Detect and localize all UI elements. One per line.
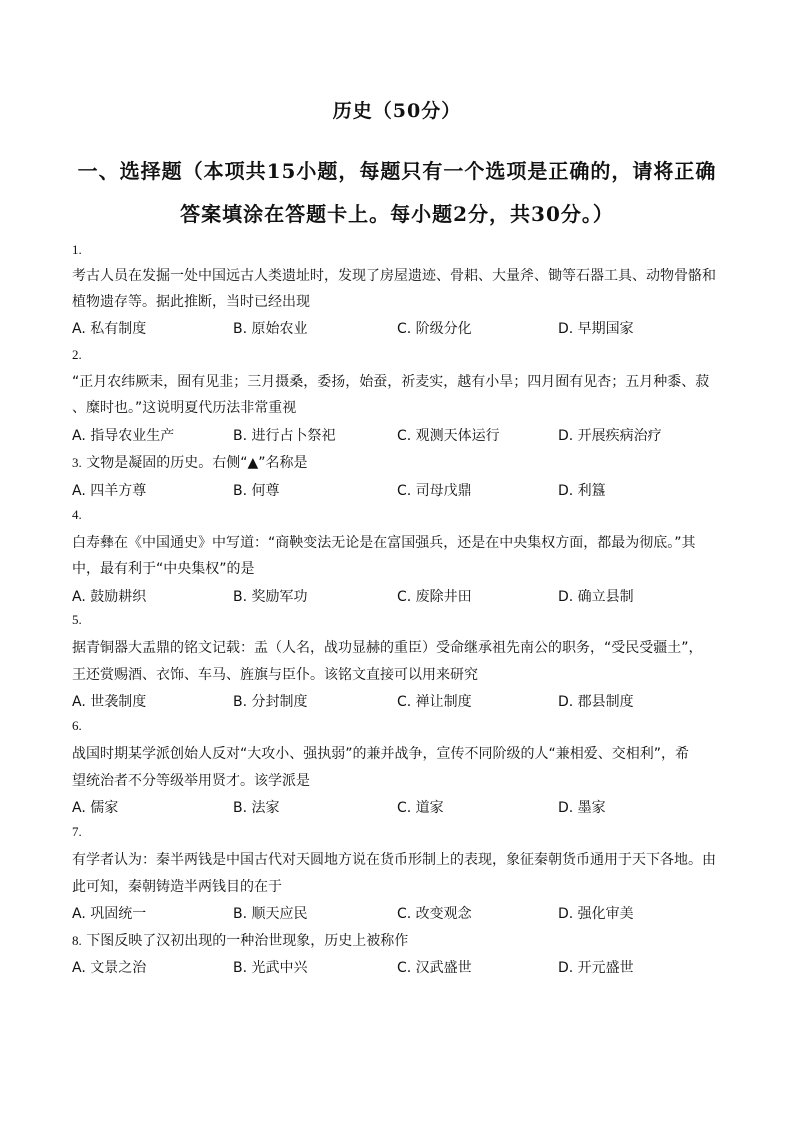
- option-d: D. 利簋: [558, 483, 606, 499]
- option-b: B. 分封制度: [233, 694, 308, 710]
- section-heading-line-2: 答案填涂在答题卡上。每小题2分，共30分。）: [180, 202, 614, 226]
- question-line: [72, 452, 722, 472]
- question-stem: 战国时期某学派创始人反对“大攻小、强执弱”的兼并战争，宣传不同阶级的人“兼相爱、交相利”，希: [72, 746, 690, 762]
- options-row: [72, 586, 722, 606]
- question-stem: “正月农纬厥耒，囿有见韭；三月摄桑，委扬，始蚕，祈麦实，越有小旱；四月囿有见杏；五月种黍、菽: [72, 374, 710, 390]
- question-stem: 考古人员在发掘一处中国远古人类遗址时，发现了房屋遗迹、骨耜、大量斧、锄等石器工具、动物骨骼和: [72, 268, 716, 284]
- option-c: C. 观测天体运行: [397, 428, 500, 444]
- question-number: 2.: [72, 347, 82, 362]
- question-stem: 有学者认为：秦半两钱是中国古代对天圆地方说在货币形制上的表现，象征秦朝货币通用于天下各地。由: [72, 852, 716, 868]
- option-d: D. 墨家: [558, 800, 606, 816]
- option-a: A. 鼓励耕织: [72, 589, 147, 605]
- option-c: C. 改变观念: [397, 906, 472, 922]
- option-a: A. 世袭制度: [72, 694, 147, 710]
- page-title: 历史（50分）: [332, 100, 462, 122]
- option-c: C. 司母戊鼎: [397, 483, 472, 499]
- question-number: 8.: [72, 933, 82, 948]
- option-d: D. 开元盛世: [558, 960, 634, 976]
- option-b: B. 光武中兴: [233, 960, 308, 976]
- option-c: C. 道家: [397, 800, 444, 816]
- option-b: B. 进行占卜祭祀: [233, 428, 336, 444]
- question-number: 3.: [72, 455, 82, 470]
- option-b: B. 何尊: [233, 483, 280, 499]
- question-number: 1.: [72, 242, 82, 257]
- option-c: C. 汉武盛世: [397, 960, 472, 976]
- option-b: B. 原始农业: [233, 321, 308, 337]
- option-b: B. 法家: [233, 800, 280, 816]
- option-a: A. 文景之治: [72, 960, 147, 976]
- option-d: D. 早期国家: [558, 321, 634, 337]
- options-row: [72, 691, 722, 711]
- option-c: C. 禅让制度: [397, 694, 472, 710]
- question-stem: 下图反映了汉初出现的一种治世现象，历史上被称作: [86, 933, 409, 949]
- question-stem: 、糜时也。”这说明夏代历法非常重视: [72, 400, 297, 416]
- options-row: [72, 318, 722, 338]
- option-b: B. 顺天应民: [233, 906, 308, 922]
- option-d: D. 确立县制: [558, 589, 634, 605]
- option-c: C. 阶级分化: [397, 321, 472, 337]
- question-stem: 据青铜器大盂鼎的铭文记载：盂（人名，战功显赫的重臣）受命继承祖先南公的职务，“受民受疆土”，: [72, 640, 703, 656]
- option-c: C. 废除井田: [397, 589, 472, 605]
- options-row: [72, 425, 722, 445]
- option-a: A. 儒家: [72, 800, 119, 816]
- question-number: 4.: [72, 507, 82, 522]
- option-d: D. 郡县制度: [558, 694, 634, 710]
- question-stem: 植物遗存等。据此推断，当时已经出现: [72, 294, 310, 310]
- option-d: D. 强化审美: [558, 906, 634, 922]
- question-stem: 望统治者不分等级举用贤才。该学派是: [72, 773, 310, 789]
- options-row: [72, 797, 722, 817]
- question-line: [72, 930, 722, 950]
- option-a: A. 私有制度: [72, 321, 147, 337]
- option-a: A. 巩固统一: [72, 906, 147, 922]
- option-b: B. 奖励军功: [233, 589, 308, 605]
- option-a: A. 指导农业生产: [72, 428, 175, 444]
- question-number: 6.: [72, 718, 82, 733]
- question-number: 5.: [72, 612, 82, 627]
- question-number: 7.: [72, 824, 82, 839]
- option-a: A. 四羊方尊: [72, 483, 147, 499]
- options-row: [72, 480, 722, 500]
- question-stem: 王还赏赐酒、衣饰、车马、旌旗与臣仆。该铭文直接可以用来研究: [72, 667, 478, 683]
- question-stem: 文物是凝固的历史。右侧“▲”名称是: [86, 455, 308, 471]
- options-row: [72, 957, 722, 977]
- question-stem: 此可知，秦朝铸造半两钱目的在于: [72, 879, 282, 895]
- options-row: [72, 903, 722, 923]
- option-d: D. 开展疾病治疗: [558, 428, 662, 444]
- question-stem: 中，最有利于“中央集权”的是: [72, 561, 255, 577]
- question-stem: 白寿彝在《中国通史》中写道：“商鞅变法无论是在富国强兵，还是在中央集权方面，都最为彻底。”其: [72, 535, 696, 551]
- section-heading-line-1: 一、选择题（本项共15小题，每题只有一个选项是正确的，请将正确: [77, 159, 717, 183]
